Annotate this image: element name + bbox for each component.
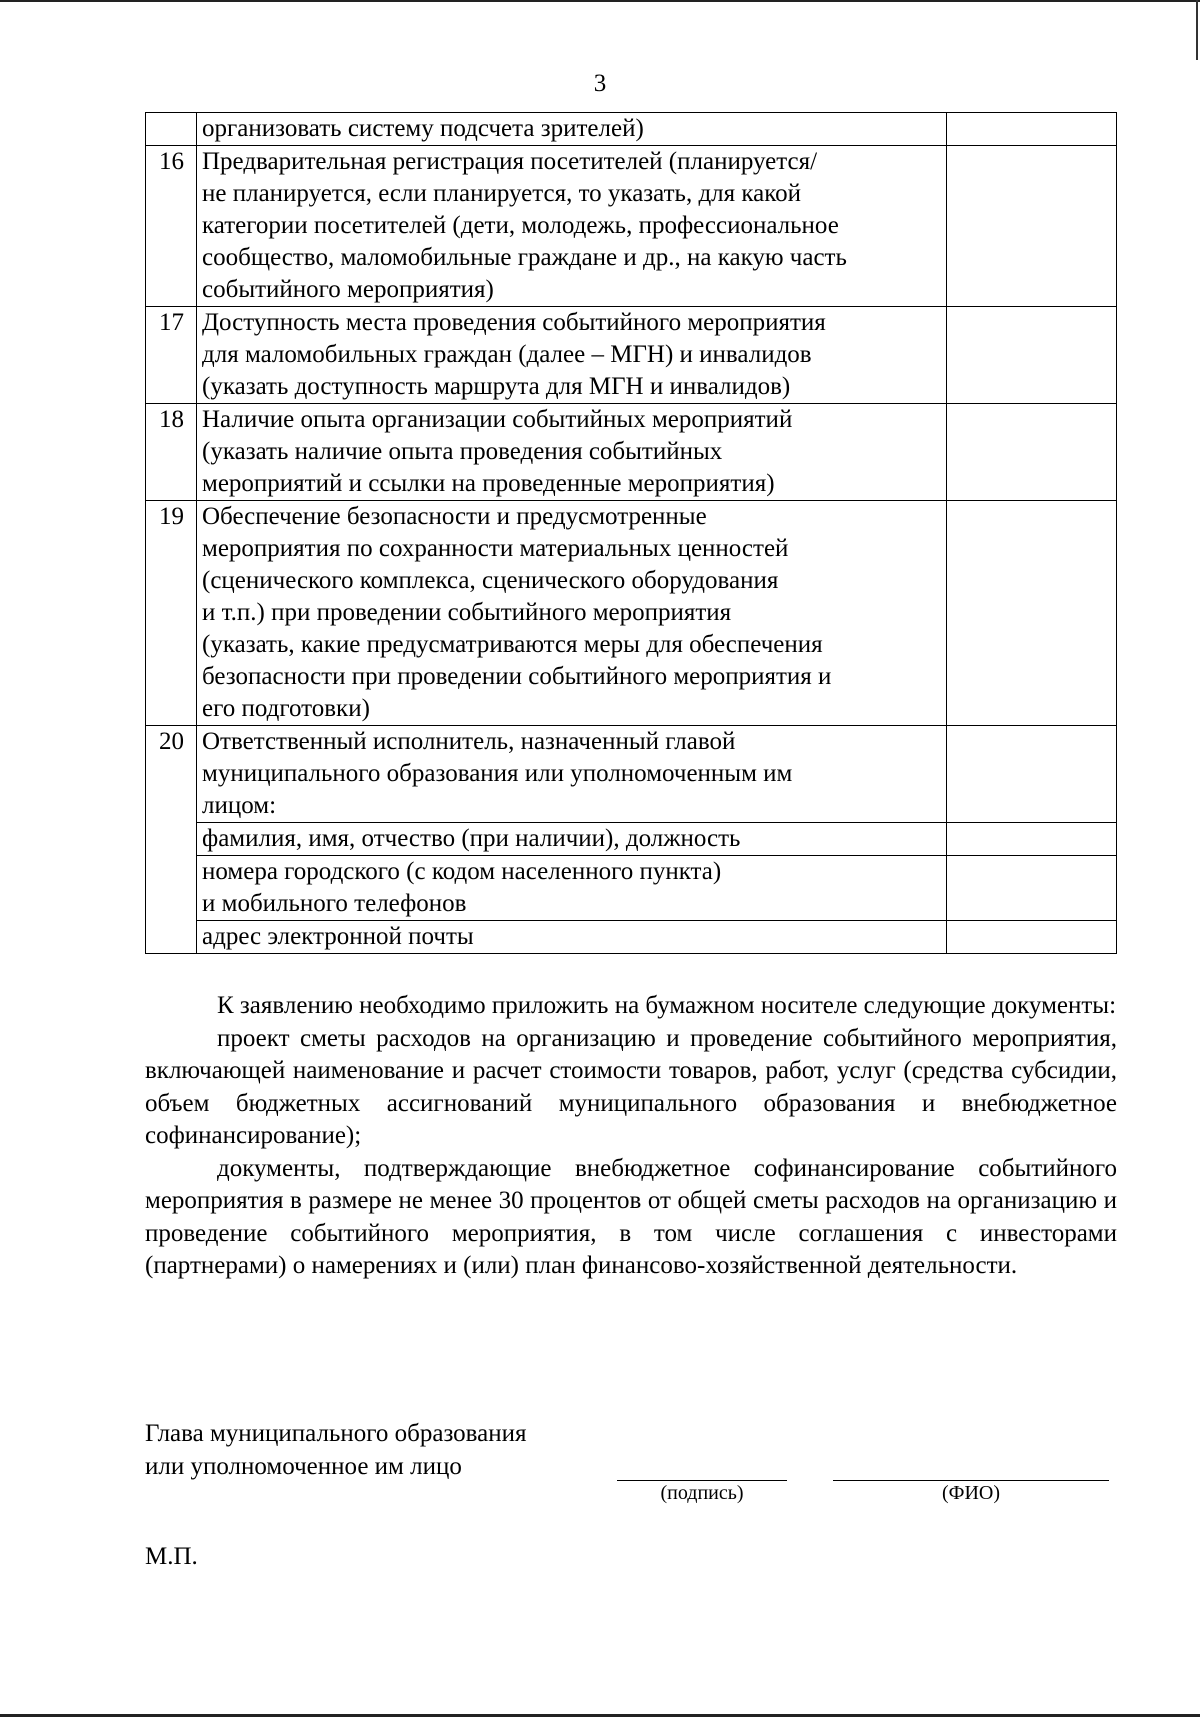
row-number: 20 [146,726,197,823]
page-number: 3 [593,70,607,97]
row-value-cell [947,856,1117,921]
table-row [146,113,1117,146]
row-value-cell [947,823,1117,856]
row-description: Предварительная регистрация посетителей (планируется/ не планируется, если планируется, то указать, для какой категории посетителей (дети, молодежь, профессиональное сообщество, маломобильные граждане и др., на какую часть событийного мероприятия) [197,146,947,307]
table-row [146,501,1117,726]
signature-caption: (подпись) [660,1482,744,1504]
row-description: адрес электронной почты [197,921,947,954]
row-value-cell [947,307,1117,404]
row-number [146,823,197,856]
row-number: 17 [146,307,197,404]
row-description: номера городского (с кодом населенного пункта) и мобильного телефонов [197,856,947,921]
scan-edge-right [1196,0,1198,60]
row-description: Обеспечение безопасности и предусмотренные мероприятия по сохранности материальных ценностей (сценического комплекса, сценического оборудования и т.п.) при проведении событийного мероприятия (указать, какие предусматриваются меры для обеспечения безопасности при проведении событийного мероприятия и его подготовки) [197,501,947,726]
row-description: фамилия, имя, отчество (при наличии), должность [197,823,947,856]
row-value-cell [947,726,1117,823]
attachment-item-estimate: проект сметы расходов на организацию и проведение событийного мероприятия, включающей наименование и расчет стоимости товаров, работ, услуг (средства субсидии, объем бюджетных ассигнований муниципального образования и внебюджетное софинансирование); [145,1024,1117,1149]
row-value-cell [947,404,1117,501]
table-row [146,921,1117,954]
scan-edge-top [0,0,1200,2]
row-number: 16 [146,146,197,307]
table-row [146,823,1117,856]
row-value-cell [947,146,1117,307]
signatory-label: Глава муниципального образования или уполномоченное им лицо [145,1420,527,1480]
row-number [146,856,197,921]
table-row [146,404,1117,501]
attachments-intro: К заявлению необходимо приложить на бумажном носителе следующие документы: [217,992,1117,1019]
attachments-text [145,990,1117,1283]
row-description: Ответственный исполнитель, назначенный главой муниципального образования или уполномоченным им лицом: [197,726,947,823]
row-description: Доступность места проведения событийного мероприятия для маломобильных граждан (далее – МГН) и инвалидов (указать доступность маршрута для МГН и инвалидов) [197,307,947,404]
application-form-table [145,112,1117,954]
table-row [146,726,1117,823]
row-value-cell [947,113,1117,146]
row-number: 19 [146,501,197,726]
table-row [146,146,1117,307]
attachment-item-cofinancing: документы, подтверждающие внебюджетное софинансирование событийного мероприятия в размере не менее 30 процентов от общей сметы расходов на организацию и проведение событийного мероприятия, в том числе соглашения с инвесторами (партнерами) о намерениях и (или) план финансово-хозяйственной деятельности. [145,1154,1117,1279]
stamp-place-label: М.П. [145,1543,198,1570]
row-value-cell [947,501,1117,726]
table-row [146,307,1117,404]
row-number: 18 [146,404,197,501]
row-value-cell [947,921,1117,954]
row-number [146,921,197,954]
row-description: организовать систему подсчета зрителей) [197,113,947,146]
table-row [146,856,1117,921]
name-caption: (ФИО) [941,1482,1000,1504]
row-number [146,113,197,146]
row-description: Наличие опыта организации событийных мероприятий (указать наличие опыта проведения событийных мероприятий и ссылки на проведенные мероприятия) [197,404,947,501]
signature-block [145,1417,1117,1504]
